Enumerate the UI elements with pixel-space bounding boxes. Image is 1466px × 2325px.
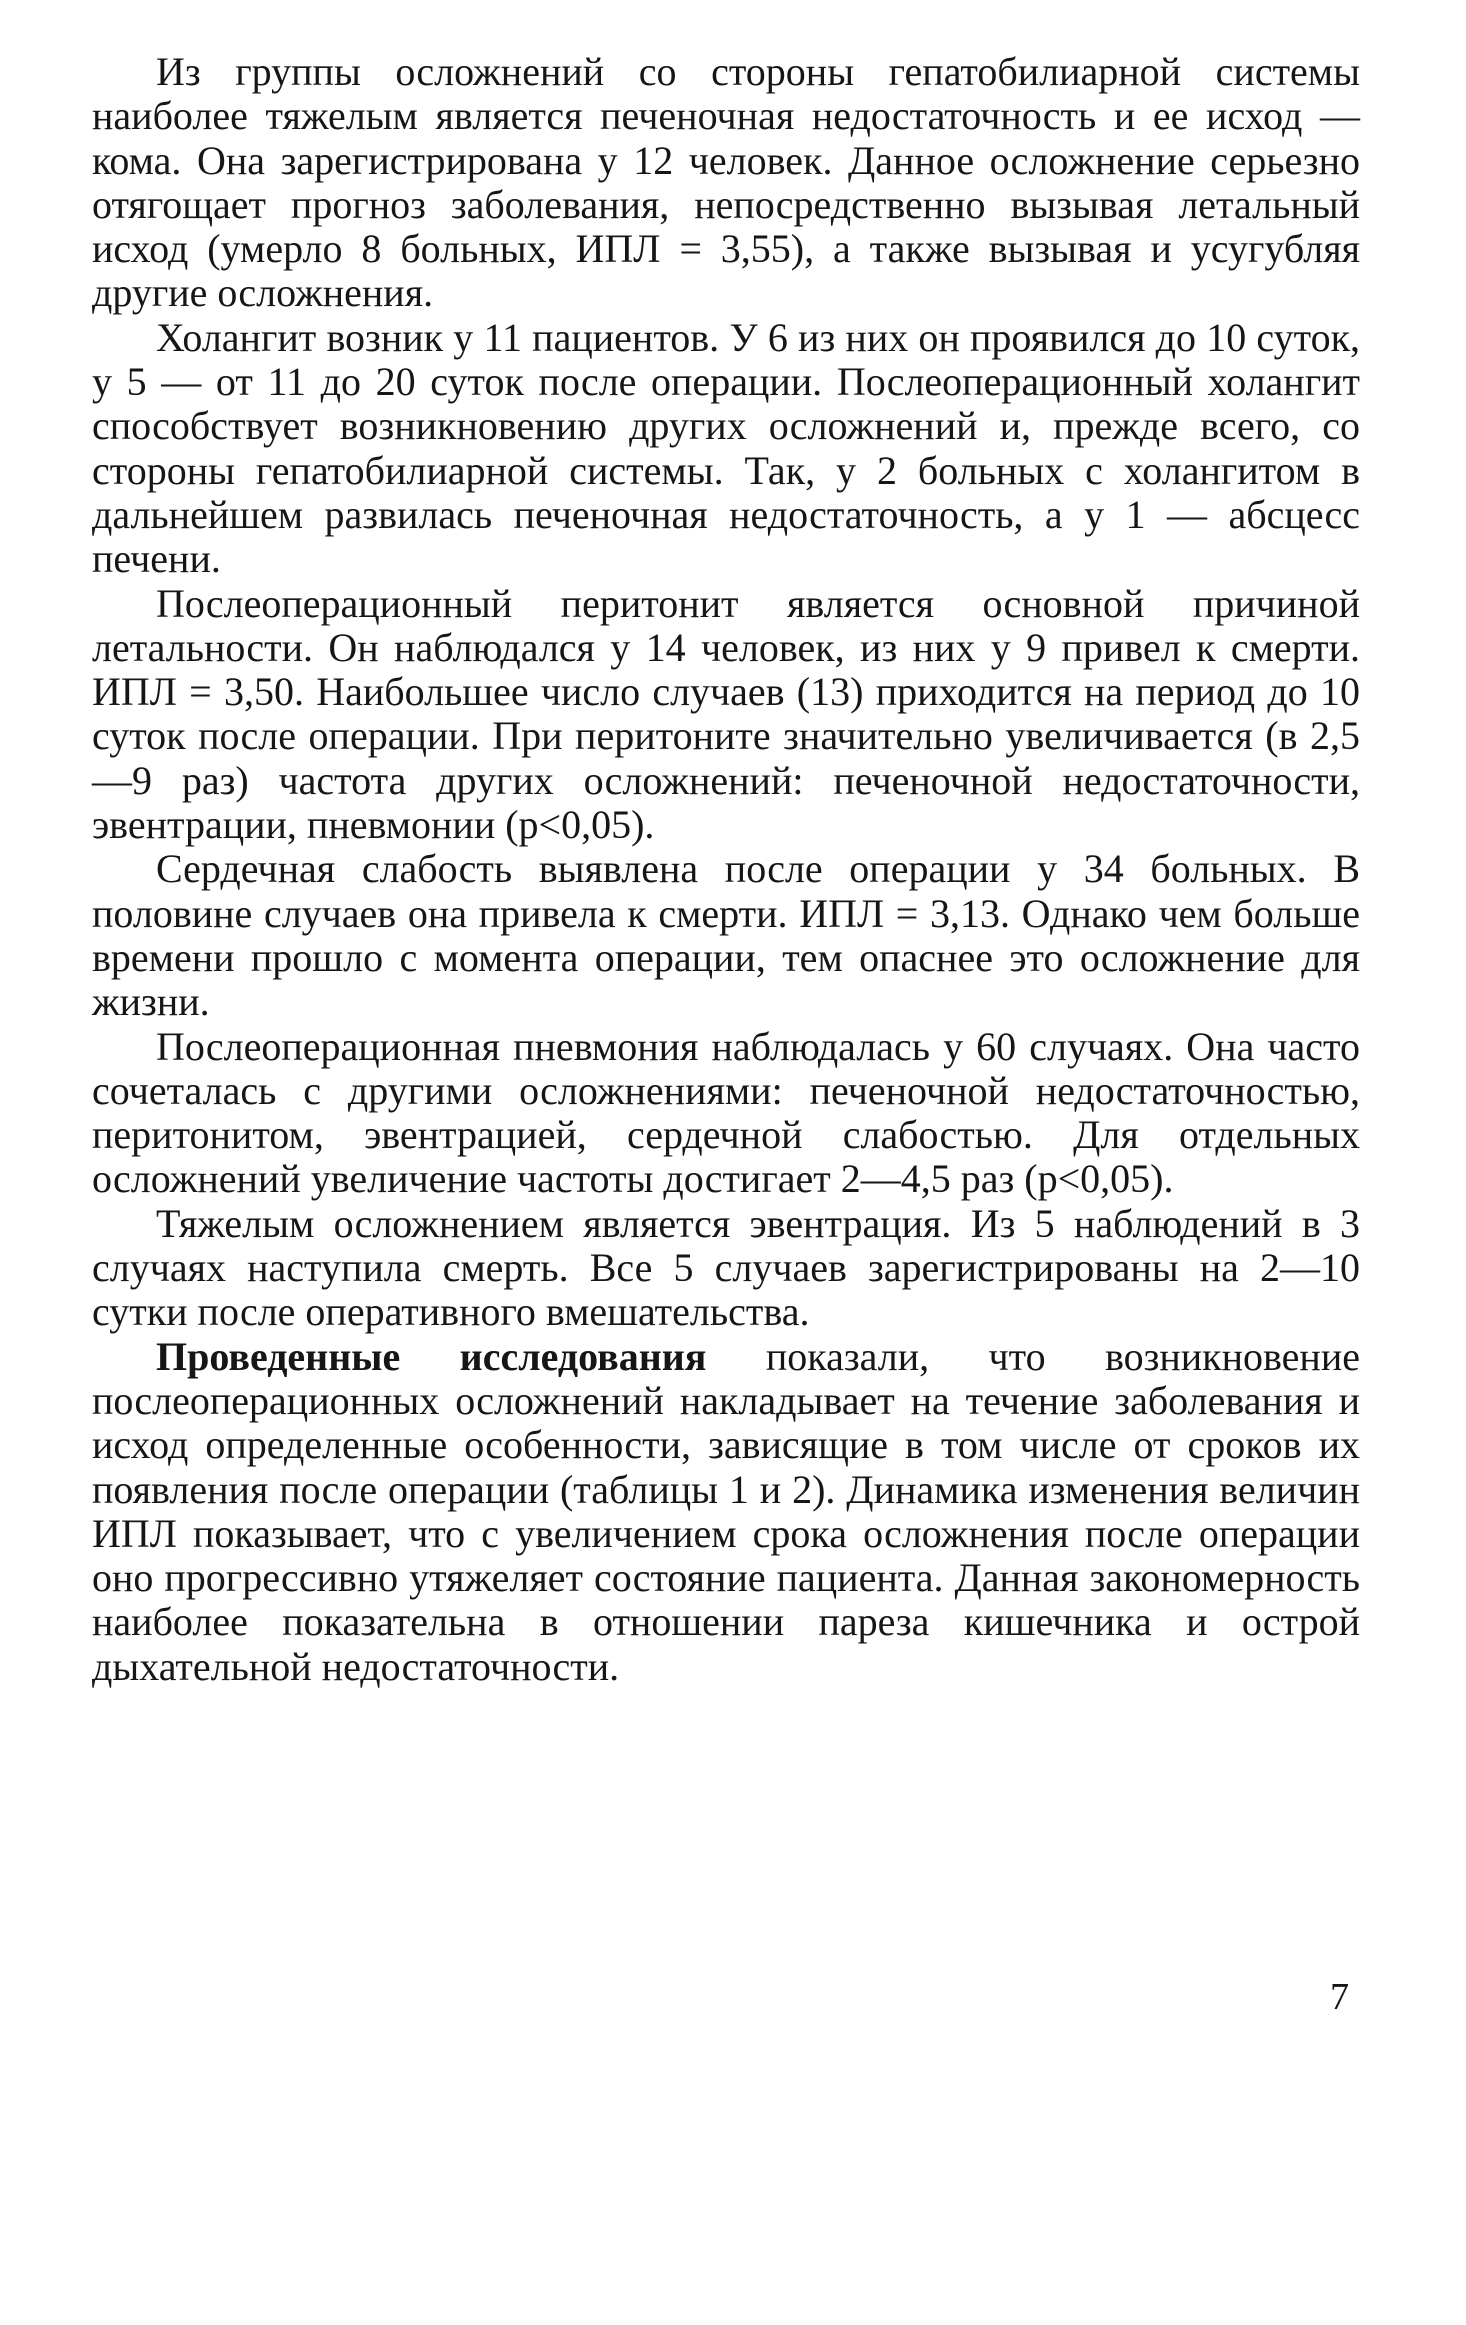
paragraph-pneumonia <box>92 1025 1360 1202</box>
page-body <box>92 50 1360 1689</box>
paragraph-text: Сердечная слабость выявлена после операции у 34 больных. В половине случаев она привела к смерти. ИПЛ = 3,13. Однако чем больше времени прошло с момента операции, тем опаснее это осложнение для жизни. <box>92 846 1360 1025</box>
paragraph-lead-bold: Проведенные исследования <box>156 1333 707 1379</box>
paragraph-liver-failure <box>92 50 1360 316</box>
paragraph-peritonitis <box>92 582 1360 848</box>
paragraph-cholangitis <box>92 316 1360 582</box>
paragraph-text: Послеоперационная пневмония наблюдалась у 60 случаях. Она часто сочеталась с другими осложнениями: печеночной недостаточностью, перитонитом, эвентрацией, сердечной слабостью. Для отдельных осложнений увеличение частоты достигает 2—4,5 раз (p<0,05). <box>92 1023 1360 1202</box>
paragraph-text: Холангит возник у 11 пациентов. У 6 из них он проявился до 10 суток, у 5 — от 11 до 20 суток после операции. Послеоперационный холангит способствует возникновению других осложнений и, прежде всего, со стороны гепатобилиарной системы. Так, у 2 больных с холангитом в дальнейшем развилась печеночная недостаточность, а у 1 — абсцесс печени. <box>92 314 1360 582</box>
paragraph-text: Тяжелым осложнением является эвентрация. Из 5 наблюдений в 3 случаях наступила смерть. Все 5 случаев зарегистрированы на 2—10 сутки после оперативного вмешательства. <box>92 1200 1360 1335</box>
paragraph-text: показали, что возникновение послеоперационных осложнений накладывает на течение заболевания и исход определенные особенности, зависящие в том числе от сроков их появления после операции (таблицы 1 и 2). Динамика изменения величин ИПЛ показывает, что с увеличением срока осложнения после операции оно прогрессивно утяжеляет состояние пациента. Данная закономерность наиболее показательна в отношении пареза кишечника и острой дыхательной недостаточности. <box>92 1333 1360 1689</box>
paragraph-text: Из группы осложнений со стороны гепатобилиарной системы наиболее тяжелым является печеночная недостаточность и ее исход — кома. Она зарегистрирована у 12 человек. Данное осложнение серьезно отягощает прогноз заболевания, непосредственно вызывая летальный исход (умерло 8 больных, ИПЛ = 3,55), а также вызывая и усугубляя другие осложнения. <box>92 49 1360 316</box>
page-number: 7 <box>1330 1976 1349 2018</box>
paragraph-text: Послеоперационный перитонит является основной причиной летальности. Он наблюдался у 14 человек, из них у 9 привел к смерти. ИПЛ = 3,50. Наибольшее число случаев (13) приходится на период до 10 суток после операции. При перитоните значительно увеличивается (в 2,5—9 раз) частота других осложнений: печеночной недостаточности, эвентрации, пневмонии (p<0,05). <box>92 580 1360 848</box>
paragraph-eventration <box>92 1202 1360 1335</box>
paragraph-cardiac-weakness <box>92 847 1360 1024</box>
paragraph-conclusion <box>92 1335 1360 1689</box>
